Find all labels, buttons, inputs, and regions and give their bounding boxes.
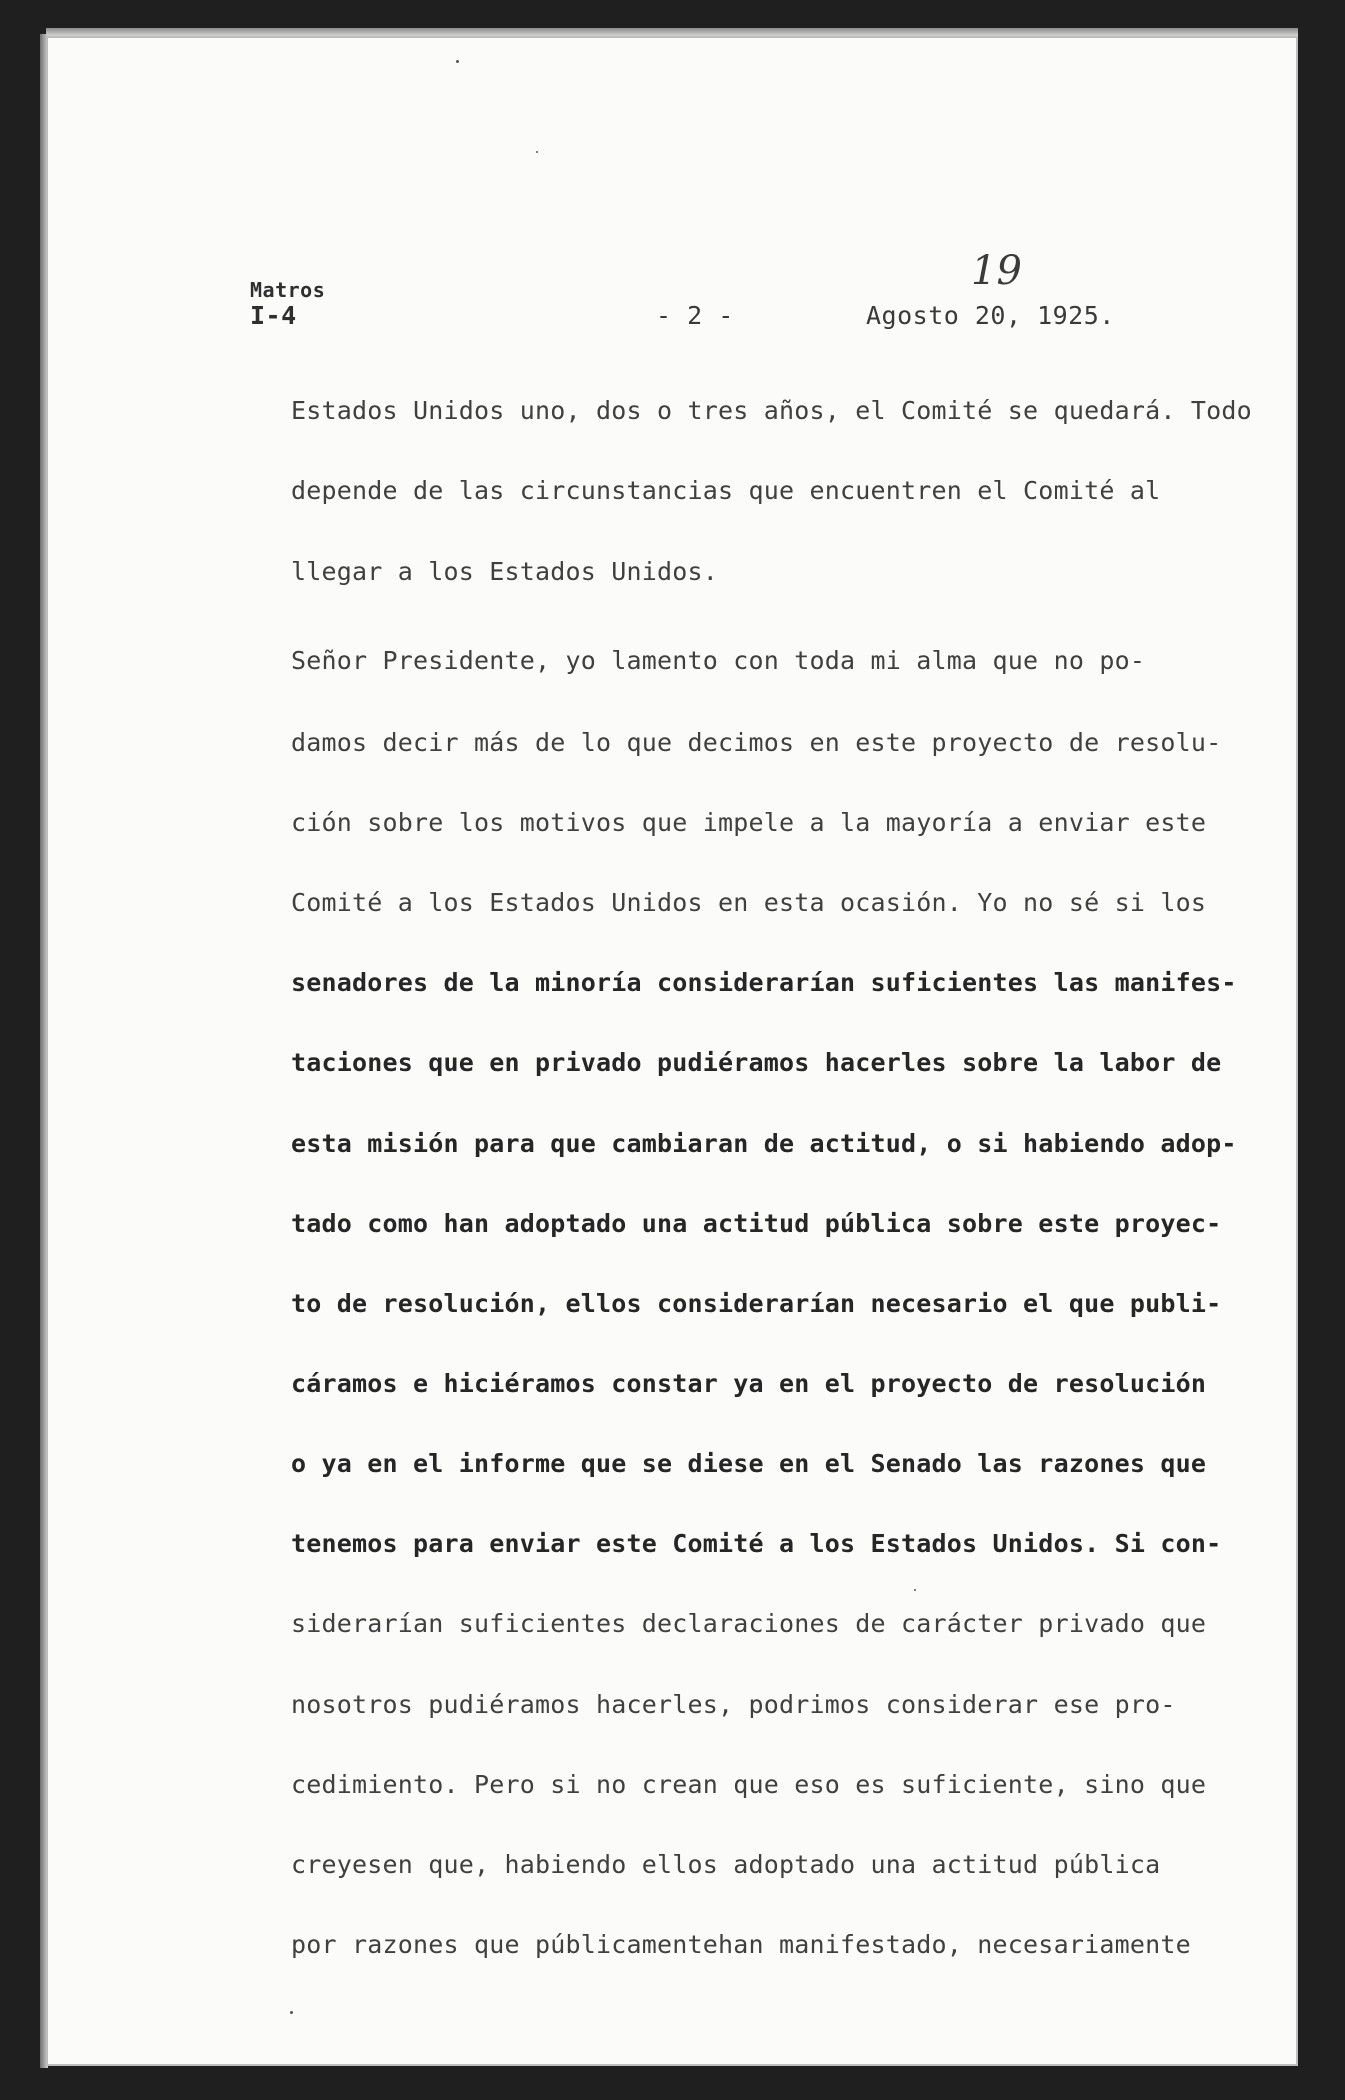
body-line: ción sobre los motivos que impele a la mayoría a enviar este — [291, 808, 1207, 837]
body-line: senadores de la minoría considerarían suficientes las manifes- — [291, 968, 1237, 997]
body-line: esta misión para que cambiaran de actitud, o si habiendo adop- — [291, 1129, 1237, 1158]
document-page — [46, 36, 1298, 2066]
typed-body — [291, 396, 1251, 2016]
body-line: Señor Presidente, yo lamento con toda mi alma que no po- — [291, 646, 1146, 675]
body-line: tado como han adoptado una actitud pública sobre este proyec- — [291, 1209, 1222, 1238]
handwritten-annotation: 19 — [971, 248, 1022, 294]
header-label-top: Matros — [250, 278, 326, 302]
body-line: por razones que públicamentehan manifestado, necesariamente — [291, 1930, 1191, 1959]
body-line: Comité a los Estados Unidos en esta ocasión. Yo no sé si los — [291, 888, 1207, 917]
ink-speck — [536, 151, 538, 153]
body-line: tenemos para enviar este Comité a los Estados Unidos. Si con- — [291, 1529, 1222, 1558]
body-line: siderarían suficientes declaraciones de carácter privado que — [291, 1609, 1207, 1638]
body-line: creyesen que, habiendo ellos adoptado una actitud pública — [291, 1850, 1161, 1879]
body-line: cedimiento. Pero si no crean que eso es suficiente, sino que — [291, 1770, 1207, 1799]
body-line: damos decir más de lo que decimos en este proyecto de resolu- — [291, 728, 1222, 757]
body-line: Estados Unidos uno, dos o tres años, el Comité se quedará. Todo — [291, 396, 1252, 425]
header-reference: I-4 — [250, 301, 297, 330]
body-line: nosotros pudiéramos hacerles, podrimos considerar ese pro- — [291, 1690, 1176, 1719]
body-line: llegar a los Estados Unidos. — [291, 557, 719, 586]
body-line: o ya en el informe que se diese en el Senado las razones que — [291, 1449, 1207, 1478]
body-line: to de resolución, ellos considerarían necesario el que publi- — [291, 1289, 1222, 1318]
ink-speck — [456, 60, 459, 63]
body-line: depende de las circunstancias que encuentren el Comité al — [291, 476, 1161, 505]
body-line: cáramos e hiciéramos constar ya en el proyecto de resolución — [291, 1369, 1207, 1398]
body-line: taciones que en privado pudiéramos hacerles sobre la labor de — [291, 1048, 1222, 1077]
document-date: Agosto 20, 1925. — [866, 301, 1115, 330]
page-number: - 2 - — [656, 301, 734, 330]
